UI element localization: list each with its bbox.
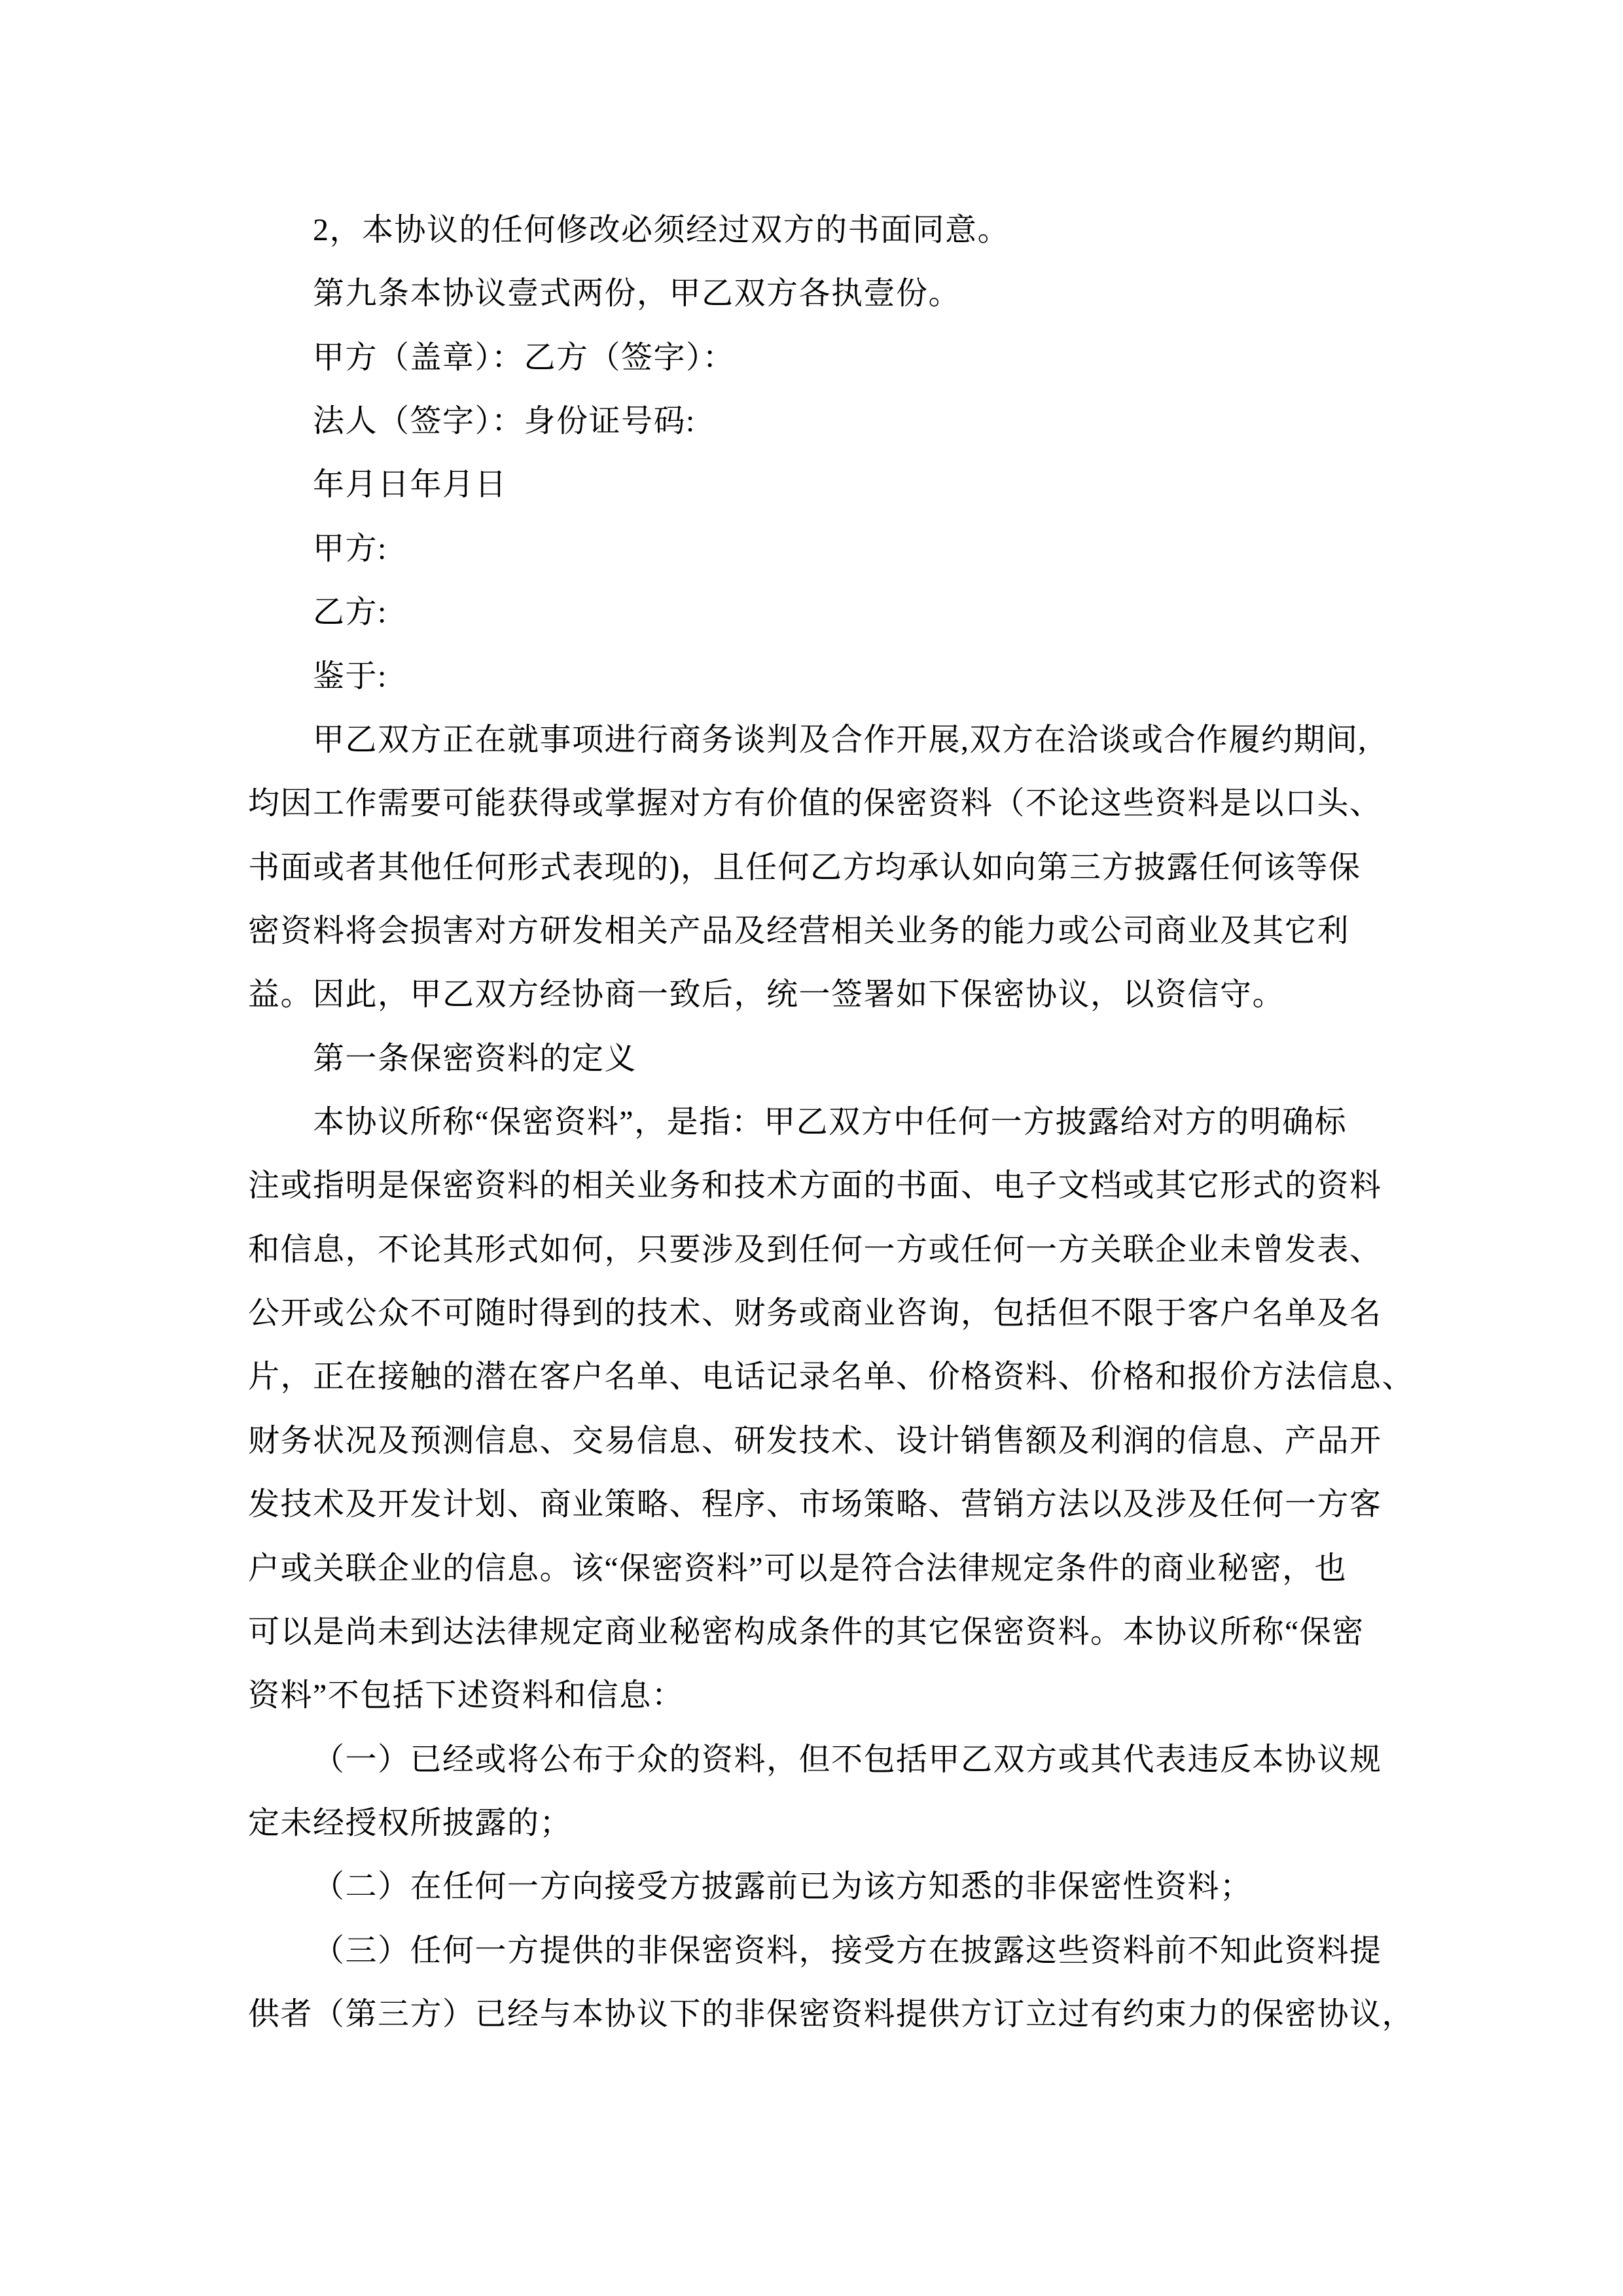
text-line: 定未经授权所披露的； <box>248 1805 573 1840</box>
text-line: 甲乙双方正在就事项进行商务谈判及合作开展,双方在洽谈或合作履约期间, <box>313 722 1368 757</box>
text-line: 资料”不包括下述资料和信息： <box>248 1678 685 1713</box>
text-line: 公开或公众不可随时得到的技术、财务或商业咨询，包括但不限于客户名单及名 <box>248 1296 1382 1331</box>
text-line: 片，正在接触的潜在客户名单、电话记录名单、价格资料、价格和报价方法信息、 <box>248 1359 1415 1395</box>
document-body <box>248 198 1415 2046</box>
text-line: 均因工作需要可能获得或掌握对方有价值的保密资料（不论这些资料是以口头、 <box>248 786 1382 821</box>
text-line: 2，本协议的任何修改必须经过双方的书面同意。 <box>313 213 1010 247</box>
text-line: 乙方: <box>313 595 387 630</box>
text-line: 甲方: <box>313 531 387 566</box>
text-line: 户或关联企业的信息。该“保密资料”可以是符合法律规定条件的商业秘密，也 <box>248 1551 1347 1586</box>
text-line: 书面或者其他任何形式表现的)，且任何乙方均承认如向第三方披露任何该等保 <box>248 850 1361 885</box>
text-line: （三）任何一方提供的非保密资料，接受方在披露这些资料前不知此资料提 <box>313 1933 1382 1968</box>
text-line: 供者（第三方）已经与本协议下的非保密资料提供方订立过有约束力的保密协议， <box>248 1997 1415 2032</box>
text-line: （一）已经或将公布于众的资料，但不包括甲乙双方或其代表违反本协议规 <box>313 1742 1382 1777</box>
text-line: 年月日年月日 <box>313 467 508 503</box>
text-line: 可以是尚未到达法律规定商业秘密构成条件的其它保密资料。本协议所称“保密 <box>248 1614 1364 1649</box>
text-line: 第九条本协议壹式两份，甲乙双方各执壹份。 <box>313 276 961 312</box>
text-line: 鉴于: <box>313 658 387 694</box>
text-line: （二）在任何一方向接受方披露前已为该方知悉的非保密性资料； <box>313 1869 1253 1905</box>
text-line: 本协议所称“保密资料”，是指：甲乙双方中任何一方披露给对方的明确标 <box>313 1105 1347 1140</box>
text-line: 法人（签字）：身份证号码: <box>313 404 696 439</box>
text-line: 注或指明是保密资料的相关业务和技术方面的书面、电子文档或其它形式的资料 <box>248 1168 1382 1204</box>
text-line: 密资料将会损害对方研发相关产品及经营相关业务的能力或公司商业及其它利 <box>248 913 1350 948</box>
text-line: 财务状况及预测信息、交易信息、研发技术、设计销售额及利润的信息、产品开 <box>248 1423 1382 1458</box>
text-line: 发技术及开发计划、商业策略、程序、市场策略、营销方法以及涉及任何一方客 <box>248 1487 1382 1522</box>
text-line: 第一条保密资料的定义 <box>313 1041 637 1076</box>
text-line: 益。因此，甲乙双方经协商一致后，统一签署如下保密协议，以资信守。 <box>248 977 1285 1013</box>
text-line: 和信息，不论其形式如何，只要涉及到任何一方或任何一方关联企业未曾发表、 <box>248 1232 1382 1267</box>
text-line: 甲方（盖章）：乙方（签字）： <box>313 340 736 375</box>
